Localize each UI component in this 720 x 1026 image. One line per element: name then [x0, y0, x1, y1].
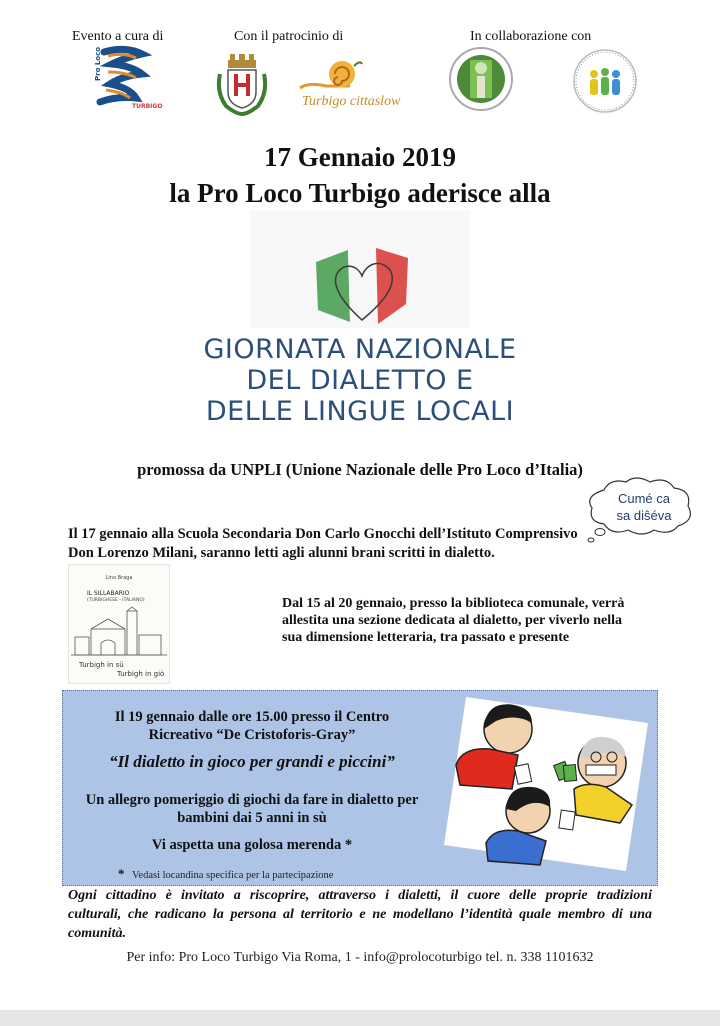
event-line-2: Ricreativo “De Cristoforis-Gray” — [148, 727, 356, 743]
speech-bubble-line-1: Cumé ca — [617, 491, 671, 506]
event-note-star: * — [118, 866, 125, 881]
cittaslow-logo-text: Turbigo cittaslow — [302, 94, 401, 109]
bottom-bar — [0, 1010, 720, 1026]
book-title: IL SILLABARIO — [87, 590, 130, 597]
banner-line-3: DELLE LINGUE LOCALI — [205, 396, 515, 427]
book-subtitle: (TURBIGHESE - ITALIANO) — [87, 598, 145, 603]
event-description-2: bambini dai 5 anni in sù — [177, 810, 327, 826]
proloco-logo-text: Pro Loco — [94, 46, 102, 81]
library-paragraph-line-2: allestita una sezione dedicata al dialetto, per viverlo nella — [282, 613, 622, 628]
library-paragraph-line-1: Dal 15 al 20 gennaio, presso la biblioteca comunale, verrà — [282, 596, 625, 611]
banner-line-1: GIORNATA NAZIONALE — [203, 334, 517, 365]
organizer-label: Evento a cura di — [72, 29, 164, 44]
heart-flag-icon — [312, 240, 412, 332]
main-title: la Pro Loco Turbigo aderisce alla — [169, 178, 551, 208]
proloco-logo-sub: TURBIGO — [132, 103, 163, 110]
proloco-logo — [86, 44, 163, 110]
park-logo — [448, 46, 514, 112]
event-note: Vedasi locandina specifica per la partecipazione — [132, 870, 334, 881]
library-paragraph-line-3: sua dimensione letteraria, tra passato e presente — [282, 630, 570, 645]
promoted-by: promossa da UNPLI (Unione Nazionale delle Pro Loco d’Italia) — [137, 460, 583, 479]
book-author: Lino Braga — [105, 575, 133, 581]
patronage-label: Con il patrocinio di — [234, 29, 344, 44]
book-caption-2: Turbigh in giò — [117, 670, 165, 678]
cittaslow-logo — [296, 56, 401, 120]
school-logo — [572, 48, 638, 114]
children-cards-illustration — [436, 693, 652, 873]
speech-bubble — [580, 476, 698, 548]
event-description-1: Un allegro pomeriggio di giochi da fare in dialetto per — [85, 792, 419, 808]
closing-line-2: culturali, che radicano la persona al territorio e ne modellano l’identità quale membro di una — [68, 907, 652, 922]
event-date-title: 17 Gennaio 2019 — [263, 142, 457, 172]
collaboration-label: In collaborazione con — [470, 29, 592, 44]
closing-line-1: Ogni cittadino è invitato a riscoprire, attraverso i dialetti, il cuore delle proprie tradizioni — [68, 888, 652, 903]
book-cover — [68, 564, 170, 684]
town-crest-logo — [214, 52, 270, 116]
speech-bubble-line-2: sa diŝéva — [616, 508, 672, 523]
church-sketch-icon — [71, 607, 167, 659]
event-quote: “Il dialetto in gioco per grandi e piccini” — [109, 752, 395, 771]
contact-info: Per info: Pro Loco Turbigo Via Roma, 1 - info@prolocoturbigo tel. n. 338 1101632 — [126, 950, 594, 965]
banner-line-2: DEL DIALETTO E — [246, 365, 474, 396]
event-snack: Vi aspetta una golosa merenda * — [151, 837, 353, 853]
school-paragraph-line-1: Il 17 gennaio alla Scuola Secondaria Don Carlo Gnocchi dell’Istituto Comprensivo — [68, 526, 578, 542]
book-caption-1: Turbigh in sü — [79, 661, 124, 669]
event-line-1: Il 19 gennaio dalle ore 15.00 presso il Centro — [114, 709, 390, 725]
school-paragraph-line-2: Don Lorenzo Milani, saranno letti agli alunni brani scritti in dialetto. — [68, 545, 495, 561]
closing-paragraph — [68, 886, 652, 943]
closing-line-3: comunità. — [68, 926, 126, 941]
